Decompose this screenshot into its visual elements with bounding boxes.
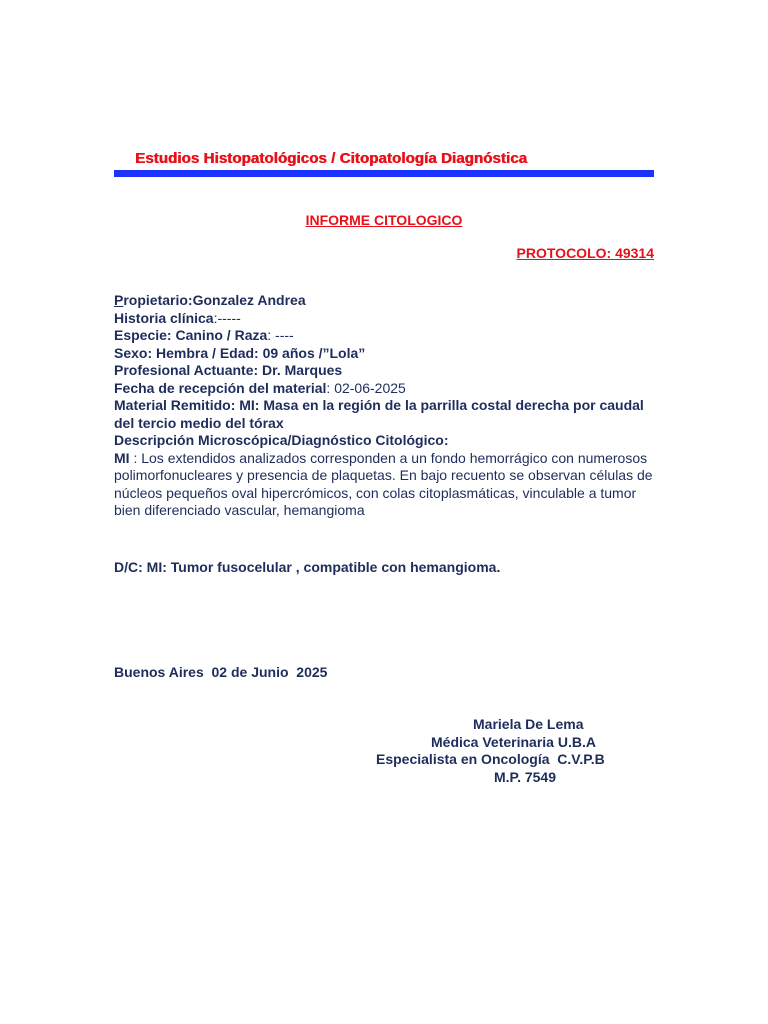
clinical-history-label: Historia clínica (114, 309, 214, 326)
signature-block (376, 716, 690, 786)
reception-label: Fecha de recepción del material (114, 379, 327, 396)
owner-first-letter: P (114, 292, 124, 308)
sex-age: Sexo: Hembra / Edad: 09 años /”Lola” (114, 344, 366, 361)
clinical-history-value: :----- (213, 309, 241, 326)
header-rule (114, 170, 654, 177)
description-paragraph (114, 450, 654, 520)
reception-line (114, 380, 654, 398)
material-line (114, 397, 654, 432)
clinical-history-line (114, 310, 654, 328)
species-line (114, 327, 654, 345)
protocol-number: PROTOCOLO: 49314 (516, 245, 654, 261)
signature-specialty: Especialista en Oncología C.V.P.B (376, 751, 605, 767)
material-text: Material Remitido: MI: Masa en la región de la parrilla costal derecha por caudal del tercio medio del tórax (114, 397, 644, 431)
professional: Profesional Actuante: Dr. Marques (114, 362, 343, 378)
owner-rest: ropietario:Gonzalez Andrea (123, 292, 306, 308)
sex-age-line (114, 345, 654, 363)
header-title: Estudios Histopatológicos / Citopatología Diagnóstica (135, 150, 527, 167)
description-heading-line (114, 432, 654, 450)
patient-info (114, 292, 654, 520)
species-value: : ---- (267, 327, 294, 343)
description-heading: Descripción Microscópica/Diagnóstico Citológico: (114, 432, 449, 448)
signature-name: Mariela De Lema (473, 716, 584, 732)
report-title: INFORME CITOLOGICO (305, 212, 463, 228)
description-text: : Los extendidos analizados corresponden a un fondo hemorrágico con numerosos polimorfonucleares y presencia de plaquetas. En bajo recuento se observan células de núcleos pequeños oval hipercrómicos, con colas citoplasmáticas, vinculable a tumor bien diferenciado vascular, hemangioma (114, 449, 653, 518)
owner-line (114, 292, 654, 310)
signature-title: Médica Veterinaria U.B.A (431, 733, 596, 750)
description-label: MI (114, 449, 130, 466)
professional-line (114, 362, 654, 380)
signature-license: M.P. 7549 (494, 768, 557, 785)
reception-value: : 02-06-2025 (326, 379, 406, 396)
place-date: Buenos Aires 02 de Junio 2025 (114, 664, 328, 680)
diagnosis-conclusion: D/C: MI: Tumor fusocelular , compatible con hemangioma. (114, 559, 501, 575)
species-label: Especie: Canino / Raza (114, 327, 268, 343)
